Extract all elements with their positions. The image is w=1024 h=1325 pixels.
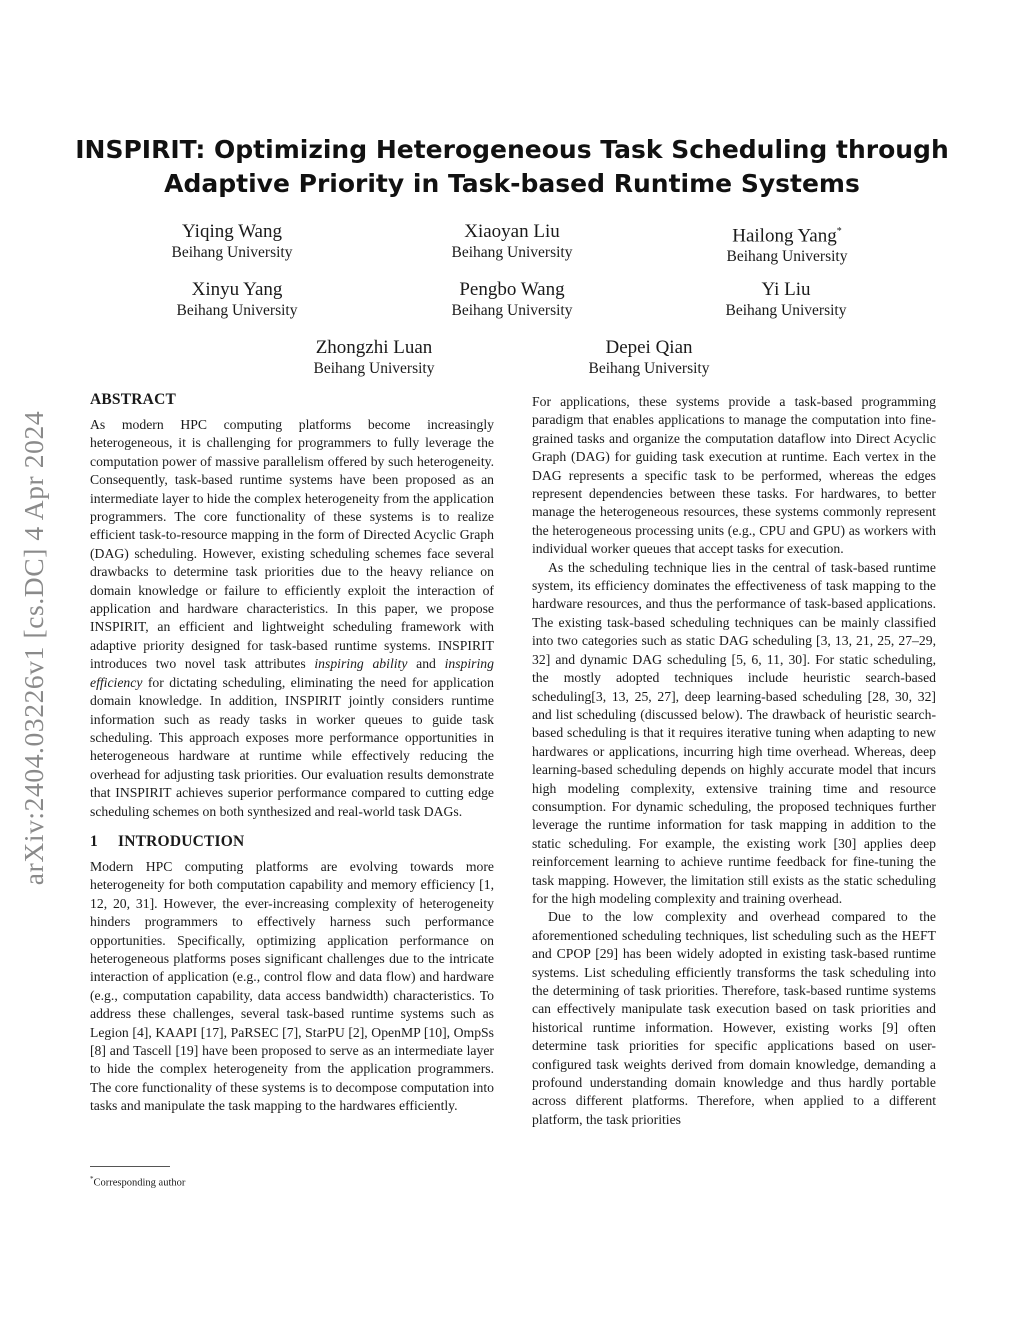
author-name: Pengbo Wang xyxy=(459,279,565,300)
section-number: 1 xyxy=(90,832,98,850)
right-column xyxy=(532,393,936,1129)
author-block xyxy=(87,278,387,321)
emphasis-inspiring-ability: inspiring ability xyxy=(314,656,408,672)
corresponding-author-mark: * xyxy=(836,226,842,237)
author-block xyxy=(362,278,662,321)
author-affiliation: Beihang University xyxy=(588,360,710,377)
footnote-text: Corresponding author xyxy=(93,1177,186,1189)
author-name: Zhongzhi Luan xyxy=(315,337,433,358)
author-affiliation: Beihang University xyxy=(451,302,573,319)
author-affiliation: Beihang University xyxy=(725,302,847,319)
author-affiliation: Beihang University xyxy=(176,302,298,319)
body-paragraph: Due to the low complexity and overhead compared to the aforementioned scheduling techniques, list scheduling such as the HEFT and CPOP [29] has been widely adopted in existing task-based runtime systems. List scheduling efficiently transforms the task scheduling into the determining of task priorities. Therefore, task-based runtime systems can effectively manipulate task execution based on task priorities and historical runtime information. However, existing works [9] often determine task priorities for specific applications based on user-configured task weights derived from domain knowledge, demanding a profound understanding domain knowledge and thus hardly portable across different platforms. Therefore, when applied to a different platform, the task priorities xyxy=(532,909,936,1127)
section-title: INTRODUCTION xyxy=(118,832,245,850)
arxiv-identifier: arXiv:2404.03226v1 [cs.DC] 4 Apr 2024 xyxy=(18,410,49,885)
footnote-mark: * xyxy=(90,1175,94,1183)
abstract-text-and: and xyxy=(407,656,445,672)
author-block xyxy=(224,336,524,379)
author-name: Yiqing Wang xyxy=(182,221,282,242)
author-name: Depei Qian xyxy=(605,337,693,358)
author-block xyxy=(637,220,937,267)
left-column xyxy=(90,390,494,1116)
author-block xyxy=(362,220,662,263)
author-affiliation: Beihang University xyxy=(451,244,573,261)
introduction-heading xyxy=(90,832,494,852)
emphasis-inspiring-efficiency: inspiring efficiency xyxy=(90,656,494,690)
body-paragraph: As the scheduling technique lies in the central of task-based runtime system, its efficiency dominates the effectiveness of task mapping to the hardware resources, and thus the performance of task-based applications. The existing task-based scheduling techniques can be mainly classified into two categories such as static DAG scheduling [3, 13, 21, 25, 27–29, 32] and dynamic DAG scheduling [5, 6, 11, 30]. For static scheduling, the mostly adopted techniques include heuristic search-based scheduling[3, 13, 25, 27], deep learning-based scheduling [28, 30, 32] and list scheduling (discussed below). The drawback of heuristic search-based scheduling is that it requires iterative tuning when adapting to new hardwares or applications, incurring high time overhead. Whereas, deep learning-based scheduling depends on highly accurate model that incurs high modeling complexity, extensive training time and resource consumption. For dynamic scheduling, the proposed techniques further leverage the runtime information for task mapping in addition to the static scheduling. For example, the existing work [30] applies deep reinforcement learning to achieve runtime feedback for fine-tuning the task mapping. However, the limitation still exists as the static scheduling for the high modeling complexity and training overhead. xyxy=(532,559,936,906)
footnote-divider xyxy=(90,1166,170,1167)
author-affiliation: Beihang University xyxy=(726,248,848,266)
abstract-text-tail: for dictating scheduling, eliminating the need for application domain knowledge. In addition, INSPIRIT jointly considers runtime information such as ready tasks in worker queues to guide task scheduling. This approach exposes more performance opportunities in heterogeneous hardware at runtime while effectively reducing the overhead for adjusting task priorities. Our evaluation results demonstrate that INSPIRIT achieves superior performance compared to cutting edge scheduling schemes on both synthesized and real-world task DAGs. xyxy=(90,674,494,819)
author-affiliation: Beihang University xyxy=(171,244,293,261)
author-name: Yi Liu xyxy=(761,279,811,300)
author-name: Hailong Yang xyxy=(732,225,837,247)
author-block xyxy=(636,278,936,321)
arxiv-sidebar-stamp xyxy=(6,360,62,935)
abstract-paragraph xyxy=(90,416,494,821)
body-paragraph: For applications, these systems provide a task-based programming paradigm that enables applications to manage the computation into fine-grained tasks and organize the computation dataflow into Direct Acyclic Graph (DAG) for guiding task execution at runtime. Each vertex in the DAG represents a specific task to be performed, whereas the edges represent dependencies between these tasks. For hardwares, to better manage the heterogeneous resources, these systems commonly represent the heterogeneous processing units (e.g., CPU and GPU) as workers with individual worker queues that accept tasks for execution. xyxy=(532,394,936,557)
title-line-2: Adaptive Priority in Task-based Runtime Systems xyxy=(164,169,860,198)
author-name: Xinyu Yang xyxy=(191,279,283,300)
footnote xyxy=(90,1172,185,1191)
author-name: Xiaoyan Liu xyxy=(464,221,560,242)
author-affiliation: Beihang University xyxy=(313,360,435,377)
title-line-1: INSPIRIT: Optimizing Heterogeneous Task Scheduling through xyxy=(75,135,949,164)
introduction-paragraph: Modern HPC computing platforms are evolving towards more heterogeneity for both computation capability and memory efficiency [1, 12, 20, 31]. However, the ever-increasing complexity of heterogeneity hinders programmers to effectively harness such performance opportunities. Specifically, optimizing application performance on heterogeneous platforms poses significant challenges due to the intricate interaction of application (e.g., control flow and data flow) and hardware (e.g., computation capability, data access bandwidth) characteristics. To address these challenges, several task-based runtime systems such as Legion [4], KAAPI [17], PaRSEC [7], StarPU [2], OpenMP [10], OmpSs [8] and Tascell [19] have been proposed to serve as an intermediate layer to hide the complex heterogeneity from the application programmers. The core functionality of these systems is to decompose computation into tasks and manipulate the task mapping to the hardwares efficiently. xyxy=(90,858,494,1114)
abstract-heading: ABSTRACT xyxy=(90,391,177,408)
paper-title xyxy=(60,133,964,201)
author-block xyxy=(499,336,799,379)
author-block xyxy=(82,220,382,263)
abstract-text: As modern HPC computing platforms become increasingly heterogeneous, it is challenging for programmers to fully leverage the computation power of massive parallelism offered by such heterogeneity. Consequently, task-based runtime systems have been proposed as an intermediate layer to hide the complex heterogeneity from the application programmers. The core functionality of these systems is to realize efficient task-to-resource mapping in the form of Directed Acyclic Graph (DAG) scheduling. However, existing scheduling schemes face several drawbacks to determine task priorities due to the heavy reliance on domain knowledge or failure to efficiently exploit the interaction of application and hardware characteristics. In this paper, we propose INSPIRIT, an efficient and lightweight scheduling framework with adaptive priority designed for task-based runtime systems. INSPIRIT introduces two novel task attributes xyxy=(90,417,494,672)
